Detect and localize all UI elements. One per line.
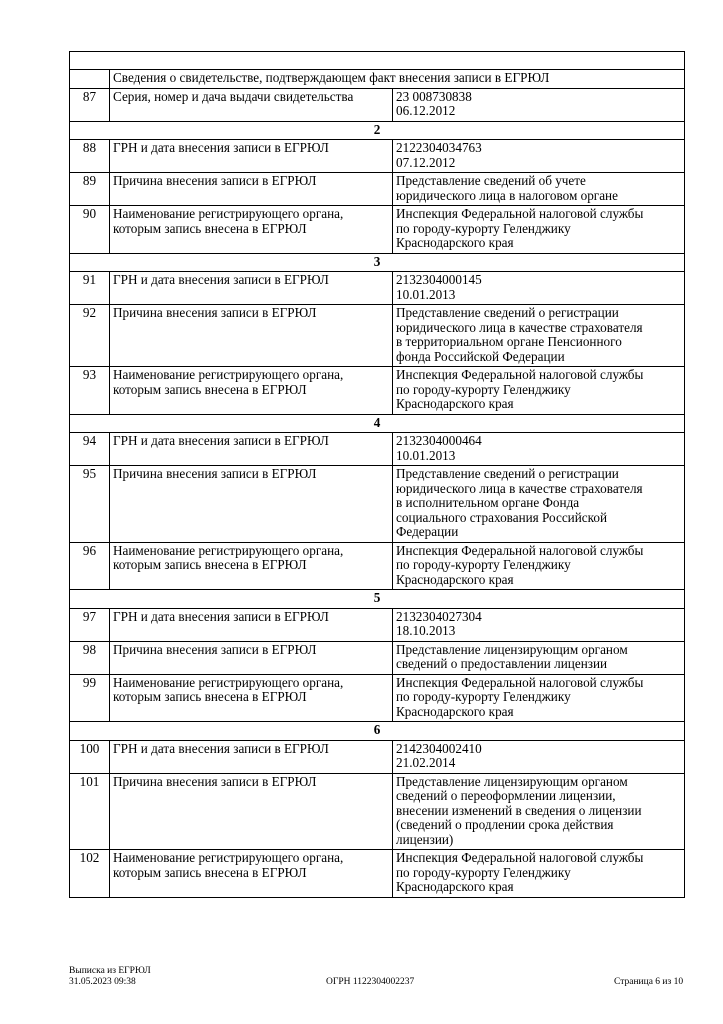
value-line: Представление лицензирующим органом (396, 641, 628, 657)
value-line: Инспекция Федеральной налоговой службы (396, 367, 644, 382)
value-line: юридического лица в налоговом органе (396, 187, 618, 203)
table-row (70, 740, 685, 773)
value-line: юридического лица в качестве страхователя (396, 319, 643, 335)
footer-doc-name: Выписка из ЕГРЮЛ (69, 966, 151, 976)
footer-ogrn: ОГРН 1122304002237 (326, 977, 415, 987)
value-line: внесении изменений в сведения о лицензии (396, 802, 642, 818)
section-row (70, 722, 685, 741)
row-label (110, 433, 393, 466)
value-line: сведений о предоставлении лицензии (396, 656, 608, 671)
row-number: 90 (70, 206, 110, 254)
value-line: по городу-курорту Геленджику (396, 864, 571, 880)
value-line: Краснодарского края (396, 396, 514, 411)
row-number: 91 (70, 272, 110, 305)
row-value (393, 206, 685, 254)
value-line: по городу-курорту Геленджику (396, 557, 571, 572)
value-line: 18.10.2013 (396, 623, 456, 638)
label-line: ГРН и дата внесения записи в ЕГРЮЛ (113, 272, 329, 287)
row-number: 94 (70, 433, 110, 466)
value-line: Представление лицензирующим органом (396, 773, 628, 789)
value-line: Краснодарского края (396, 879, 514, 894)
value-line: 07.12.2012 (396, 154, 456, 170)
footer-page-number: Страница 6 из 10 (614, 977, 684, 987)
row-label (110, 206, 393, 254)
table-row (70, 674, 685, 722)
egrul-table (69, 51, 685, 898)
label-line: ГРН и дата внесения записи в ЕГРЮЛ (113, 433, 329, 448)
value-line: Представление сведений о регистрации (396, 466, 619, 481)
row-number: 93 (70, 367, 110, 415)
table-row (70, 173, 685, 206)
row-label (110, 272, 393, 305)
value-line: сведений о переоформлении лицензии, (396, 788, 616, 803)
label-line: Наименование регистрирующего органа, (113, 674, 344, 690)
table-row (70, 206, 685, 254)
row-number: 95 (70, 466, 110, 543)
label-line: Причина внесения записи в ЕГРЮЛ (113, 466, 317, 481)
row-label (110, 674, 393, 722)
section-row (70, 414, 685, 433)
value-line: 2132304000464 (396, 433, 482, 448)
row-number: 88 (70, 140, 110, 173)
row-value (393, 773, 685, 850)
value-line: Краснодарского края (396, 703, 514, 719)
value-line: 2142304002410 (396, 740, 482, 756)
row-value (393, 433, 685, 466)
section-row (70, 590, 685, 609)
value-line: в исполнительном органе Фонда (396, 495, 580, 510)
value-line: 06.12.2012 (396, 103, 456, 118)
row-value (393, 542, 685, 590)
table-row (70, 466, 685, 543)
header-row (70, 70, 685, 89)
row-label (110, 542, 393, 590)
value-line: Инспекция Федеральной налоговой службы (396, 206, 644, 221)
table-row (70, 608, 685, 641)
label-line: которым запись внесена в ЕГРЮЛ (113, 381, 307, 397)
value-line: юридического лица в качестве страхователя (396, 480, 643, 496)
row-label (110, 641, 393, 674)
row-number: 89 (70, 173, 110, 206)
blank-row (70, 52, 685, 70)
value-line: 10.01.2013 (396, 447, 456, 463)
row-number: 102 (70, 850, 110, 898)
header-text-cell: Сведения о свидетельстве, подтверждающем факт внесения записи в ЕГРЮЛ (110, 70, 685, 89)
row-value (393, 850, 685, 898)
label-line: Причина внесения записи в ЕГРЮЛ (113, 773, 317, 789)
row-number: 99 (70, 674, 110, 722)
value-line: фонда Российской Федерации (396, 348, 565, 364)
row-number: 98 (70, 641, 110, 674)
value-line: Представление сведений об учете (396, 173, 586, 188)
row-value (393, 272, 685, 305)
value-line: по городу-курорту Геленджику (396, 689, 571, 704)
label-line: которым запись внесена в ЕГРЮЛ (113, 689, 307, 704)
table-row (70, 272, 685, 305)
row-number: 101 (70, 773, 110, 850)
value-line: лицензии) (396, 831, 454, 847)
value-line: социального страхования Российской (396, 509, 608, 525)
table-row (70, 433, 685, 466)
table-row (70, 305, 685, 367)
row-value (393, 608, 685, 641)
table-row (70, 850, 685, 898)
row-label (110, 608, 393, 641)
value-line: по городу-курорту Геленджику (396, 381, 571, 397)
section-title: 2 (70, 121, 685, 140)
section-row (70, 253, 685, 272)
label-line: Наименование регистрирующего органа, (113, 850, 344, 865)
value-line: Краснодарского края (396, 235, 514, 250)
value-line: 23 008730838 (396, 88, 472, 104)
value-line: Федерации (396, 524, 459, 539)
section-title: 4 (70, 414, 685, 433)
row-value (393, 140, 685, 173)
row-value (393, 641, 685, 674)
row-label (110, 173, 393, 206)
header-num-cell (70, 70, 110, 89)
label-line: которым запись внесена в ЕГРЮЛ (113, 864, 307, 880)
row-label (110, 773, 393, 850)
value-line: Инспекция Федеральной налоговой службы (396, 542, 644, 558)
row-value (393, 674, 685, 722)
section-title: 3 (70, 253, 685, 272)
row-value (393, 740, 685, 773)
value-line: Инспекция Федеральной налоговой службы (396, 674, 644, 690)
table-row (70, 641, 685, 674)
table-body (70, 52, 685, 898)
row-value (393, 305, 685, 367)
label-line: ГРН и дата внесения записи в ЕГРЮЛ (113, 740, 329, 756)
value-line: Инспекция Федеральной налоговой службы (396, 850, 644, 865)
value-line: (сведений о продлении срока действия (396, 817, 614, 832)
row-label (110, 367, 393, 415)
row-label (110, 305, 393, 367)
section-title: 5 (70, 590, 685, 609)
value-line: 2122304034763 (396, 140, 482, 155)
section-row (70, 121, 685, 140)
row-number: 97 (70, 608, 110, 641)
value-line: Краснодарского края (396, 571, 514, 587)
table-row (70, 140, 685, 173)
footer-datetime: 31.05.2023 09:38 (69, 977, 136, 987)
label-line: которым запись внесена в ЕГРЮЛ (113, 220, 307, 236)
value-line: по городу-курорту Геленджику (396, 220, 571, 236)
value-line: Представление сведений о регистрации (396, 305, 619, 320)
table-row (70, 773, 685, 850)
row-label: Серия, номер и дача выдачи свидетельства (110, 88, 393, 121)
label-line: Причина внесения записи в ЕГРЮЛ (113, 173, 317, 188)
label-line: Причина внесения записи в ЕГРЮЛ (113, 305, 317, 320)
label-line: Наименование регистрирующего органа, (113, 206, 344, 221)
value-line: 21.02.2014 (396, 755, 456, 770)
row-label (110, 140, 393, 173)
value-line: 2132304027304 (396, 608, 482, 624)
row-value (393, 466, 685, 543)
row-label (110, 466, 393, 543)
label-line: ГРН и дата внесения записи в ЕГРЮЛ (113, 608, 329, 624)
row-value (393, 88, 685, 121)
cert-row (70, 88, 685, 121)
row-number: 87 (70, 88, 110, 121)
value-line: 10.01.2013 (396, 286, 456, 302)
table-row (70, 367, 685, 415)
label-line: ГРН и дата внесения записи в ЕГРЮЛ (113, 140, 329, 155)
label-line: Наименование регистрирующего органа, (113, 542, 344, 558)
row-value (393, 367, 685, 415)
value-line: 2132304000145 (396, 272, 482, 287)
label-line: Причина внесения записи в ЕГРЮЛ (113, 641, 317, 657)
label-line: которым запись внесена в ЕГРЮЛ (113, 557, 307, 572)
row-label (110, 740, 393, 773)
row-number: 96 (70, 542, 110, 590)
row-label (110, 850, 393, 898)
row-value (393, 173, 685, 206)
value-line: в территориальном органе Пенсионного (396, 334, 622, 349)
table-row (70, 542, 685, 590)
section-title: 6 (70, 722, 685, 741)
blank-cell (70, 52, 685, 70)
row-number: 92 (70, 305, 110, 367)
footer-left (69, 966, 151, 988)
row-number: 100 (70, 740, 110, 773)
label-line: Наименование регистрирующего органа, (113, 367, 344, 382)
